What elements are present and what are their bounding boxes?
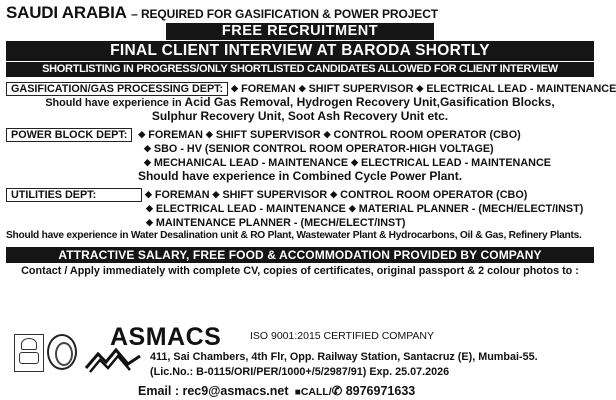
iso-certification: ISO 9001:2015 CERTIFIED COMPANY bbox=[250, 330, 435, 342]
power-experience-line bbox=[6, 169, 594, 183]
experience-intro: Should have experience in bbox=[137, 169, 293, 183]
diamond-icon: ◆ bbox=[323, 129, 331, 139]
position-qualifier: (SENIOR CONTROL ROOM OPERATOR-HIGH VOLTAGE) bbox=[204, 143, 494, 155]
licence-number: (Lic.No.: B-0115/ORI/PER/1000+/5/2987/91) Exp. 25.07.2026 bbox=[150, 366, 450, 378]
sgs-logo-icon bbox=[47, 334, 77, 370]
position-material-planner: MATERIAL PLANNER bbox=[358, 203, 469, 215]
position-qualifier: - MAINTENANCE bbox=[464, 157, 551, 169]
diamond-icon: ◆ bbox=[231, 83, 239, 93]
position-shift-supervisor: SHIFT SUPERVISOR bbox=[222, 189, 328, 201]
diamond-icon: ◆ bbox=[298, 83, 306, 93]
diamond-icon: ◆ bbox=[330, 189, 338, 199]
position-qualifier: - MAINTENANCE bbox=[529, 83, 616, 95]
diamond-icon: ◆ bbox=[205, 129, 213, 139]
diamond-icon: ◆ bbox=[348, 203, 356, 213]
position-shift-supervisor: SHIFT SUPERVISOR bbox=[308, 83, 414, 95]
position-control-room-operator: CONTROL ROOM OPERATOR bbox=[340, 189, 494, 201]
country-title: SAUDI ARABIA bbox=[6, 3, 127, 22]
position-qualifier: - (MECH/ELECT/INST) bbox=[293, 217, 406, 229]
position-qualifier: - MAINTENANCE bbox=[259, 203, 346, 215]
call-label: CALL/ bbox=[300, 386, 332, 398]
project-subtitle: – REQUIRED FOR GASIFICATION & POWER PROJECT bbox=[131, 7, 438, 21]
contact-instructions: Contact / Apply immediately with complete CV, copies of certificates, original passport & 2 colour photos to : bbox=[21, 265, 579, 277]
company-name: ASMACS bbox=[110, 323, 222, 351]
phone-icon: ✆ bbox=[331, 384, 343, 398]
position-foreman: FOREMAN bbox=[154, 189, 210, 201]
diamond-icon: ◆ bbox=[146, 203, 153, 213]
diamond-icon: ◆ bbox=[212, 189, 220, 199]
ukas-logo-icon bbox=[14, 334, 44, 372]
position-control-room-operator: CONTROL ROOM OPERATOR bbox=[333, 129, 487, 141]
position-shift-supervisor: SHIFT SUPERVISOR bbox=[215, 129, 321, 141]
certification-logos bbox=[14, 330, 78, 374]
gas-experience-line-1 bbox=[6, 95, 594, 109]
email-label: Email : bbox=[138, 384, 179, 398]
experience-intro: Should have experience in bbox=[6, 230, 131, 241]
position-electrical-lead: ELECTRICAL LEAD bbox=[426, 83, 527, 95]
diamond-icon: ◆ bbox=[138, 129, 146, 139]
free-recruitment-banner: FREE RECRUITMENT bbox=[166, 23, 434, 40]
gasification-section bbox=[6, 81, 616, 123]
diamond-icon: ◆ bbox=[146, 217, 153, 227]
utilities-dept-label: UTILITIES DEPT: bbox=[6, 188, 142, 202]
experience-areas: Acid Gas Removal, Hydrogen Recovery Unit,Gasification Blocks, bbox=[184, 95, 555, 109]
utilities-experience-line bbox=[6, 229, 594, 243]
position-foreman: FOREMAN bbox=[148, 129, 203, 141]
contact-line bbox=[138, 383, 415, 398]
final-interview-banner: FINAL CLIENT INTERVIEW AT BARODA SHORTLY bbox=[6, 41, 594, 61]
email-link[interactable]: rec9@asmacs.net bbox=[182, 384, 289, 398]
position-foreman: FOREMAN bbox=[241, 83, 296, 95]
position-qualifier: (CBO) bbox=[496, 189, 528, 201]
experience-areas: Water Desalination unit & RO Plant, Wastewater Plant & Hydrocarbons, Oil & Gas, Refinery Plants. bbox=[130, 230, 582, 241]
experience-areas: Combined Cycle Power Plant. bbox=[292, 169, 463, 183]
position-qualifier: (CBO) bbox=[489, 129, 521, 141]
phone-number[interactable]: 8976971633 bbox=[345, 384, 416, 398]
power-dept-label: POWER BLOCK DEPT: bbox=[6, 128, 132, 142]
headline bbox=[6, 3, 594, 23]
gas-experience-line-2: Sulphur Recovery Unit, Soot Ash Recovery Unit etc. bbox=[151, 109, 449, 123]
diamond-icon: ◆ bbox=[351, 157, 358, 167]
experience-intro: Should have experience in bbox=[45, 97, 185, 109]
position-qualifier: - (MECH/ELECT/INST) bbox=[471, 203, 584, 215]
position-sbo-hv: SBO - HV bbox=[153, 143, 202, 155]
position-mechanical-lead: MECHANICAL LEAD bbox=[153, 157, 259, 169]
diamond-icon: ◆ bbox=[145, 189, 152, 199]
company-footer bbox=[6, 324, 594, 396]
position-maintenance-planner: MAINTENANCE PLANNER bbox=[155, 217, 291, 229]
gasification-dept-label: GASIFICATION/GAS PROCESSING DEPT: bbox=[6, 82, 228, 96]
power-block-section bbox=[6, 127, 594, 183]
utilities-section bbox=[6, 187, 594, 243]
diamond-icon: ◆ bbox=[144, 157, 151, 167]
company-address: 411, Sai Chambers, 4th Flr, Opp. Railway Station, Santacruz (E), Mumbai-55. bbox=[150, 351, 538, 363]
benefits-banner: ATTRACTIVE SALARY, FREE FOOD & ACCOMMODATION PROVIDED BY COMPANY bbox=[6, 247, 594, 263]
position-qualifier: - MAINTENANCE bbox=[261, 157, 349, 169]
bullet-icon: ■ bbox=[291, 387, 301, 398]
shortlisting-banner: SHORTLISTING IN PROGRESS/ONLY SHORTLISTED CANDIDATES ALLOWED FOR CLIENT INTERVIEW bbox=[6, 62, 594, 77]
position-electrical-lead: ELECTRICAL LEAD bbox=[155, 203, 257, 215]
diamond-icon: ◆ bbox=[144, 143, 151, 153]
position-electrical-lead: ELECTRICAL LEAD bbox=[361, 157, 462, 169]
diamond-icon: ◆ bbox=[416, 83, 424, 93]
